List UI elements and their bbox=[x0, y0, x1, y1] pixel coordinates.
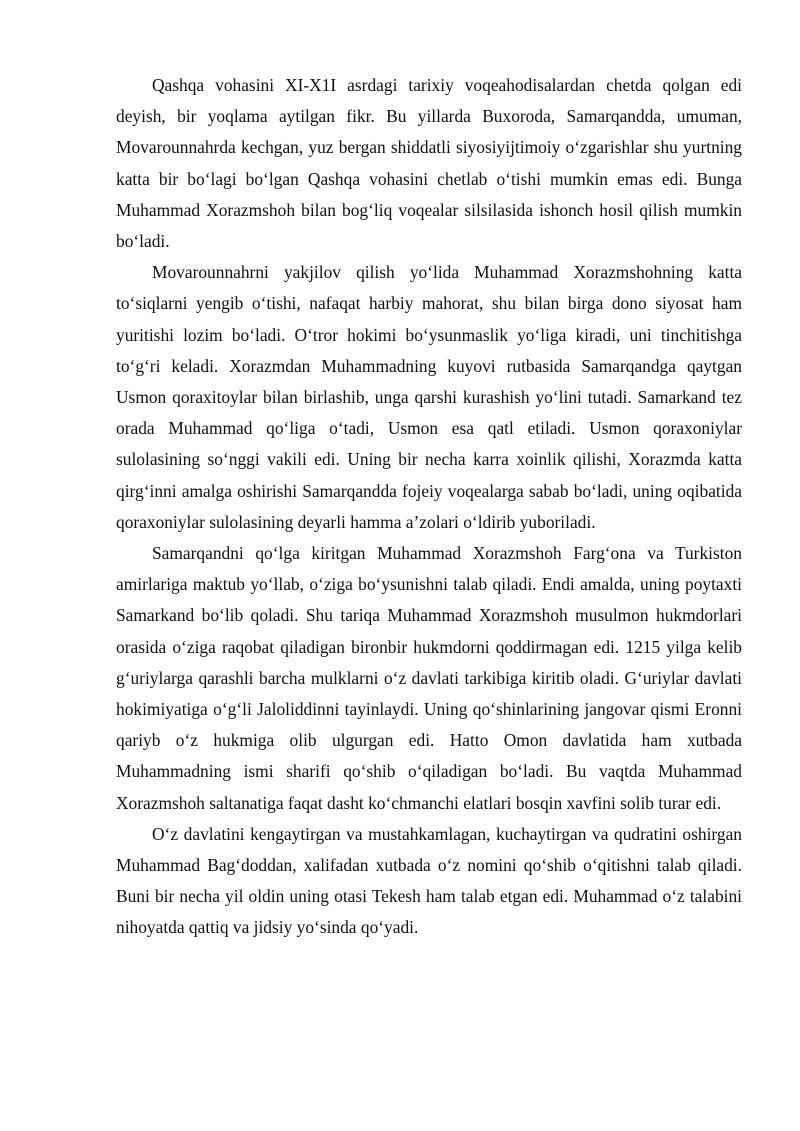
paragraph-1: Qashqa vohasini XI-X1I asrdagi tarixiy voqeahodisalardan chetda qolgan edi deyish, bir yoqlama aytilgan fikr. Bu yillarda Buxoroda, Samarqandda, umuman, Movarounnahrda kechgan, yuz bergan shiddatli siyosiyijtimoiy o‘zgarishlar shu yurtning katta bir bo‘lagi bo‘lgan Qashqa vohasini chetlab o‘tishi mumkin emas edi. Bunga Muhammad Xorazmshoh bilan bog‘liq voqealar silsilasida ishonch hosil qilish mumkin bo‘ladi. bbox=[116, 75, 742, 252]
paragraph-3: Samarqandni qo‘lga kiritgan Muhammad Xorazmshoh Farg‘ona va Turkiston amirlariga maktub yo‘llab, o‘ziga bo‘ysunishni talab qiladi. Endi amalda, uning poytaxti Samarkand bo‘lib qoladi. Shu tariqa Muhammad Xorazmshoh musulmon hukmdorlari orasida o‘ziga raqobat qiladigan bironbir hukmdorni qoddirmagan edi. 1215 yilga kelib g‘uriylarga qarashli barcha mulklarni o‘z davlati tarkibiga kiritib oladi. G‘uriylar davlati hokimiyatiga o‘g‘li Jaloliddinni tayinlaydi. Uning qo‘shinlarining jangovar qismi Eronni qariyb o‘z hukmiga olib ulgurgan edi. Hatto Omon davlatida ham xutbada Muhammadning ismi sharifi qo‘shib o‘qiladigan bo‘ladi. Bu vaqtda Muhammad Xorazmshoh saltanatiga faqat dasht ko‘chmanchi elatlari bosqin xavfini solib turar edi. bbox=[116, 543, 742, 813]
paragraph-2: Movarounnahrni yakjilov qilish yo‘lida Muhammad Xorazmshohning katta to‘siqlarni yengib o‘tishi, nafaqat harbiy mahorat, shu bilan birga dono siyosat ham yuritishi lozim bo‘ladi. O‘tror hokimi bo‘ysunmaslik yo‘liga kiradi, uni tinchitishga to‘g‘ri keladi. Xorazmdan Muhammadning kuyovi rutbasida Samarqandga qaytgan Usmon qoraxitoylar bilan birlashib, unga qarshi kurashish yo‘lini tutadi. Samarkand tez orada Muhammad qo‘liga o‘tadi, Usmon esa qatl etiladi. Usmon qoraxoniylar sulolasining so‘nggi vakili edi. Uning bir necha karra xoinlik qilishi, Xorazmda katta qirg‘inni amalga oshirishi Samarqandda fojeiy voqealarga sabab bo‘ladi, uning oqibatida qoraxoniylar sulolasining deyarli hamma a’zolari o‘ldirib yuboriladi. bbox=[116, 262, 742, 532]
document-page bbox=[116, 70, 742, 944]
paragraph-4: O‘z davlatini kengaytirgan va mustahkamlagan, kuchaytirgan va qudratini oshirgan Muhammad Bag‘doddan, xalifadan xutbada o‘z nomini qo‘shib o‘qitishni talab qiladi. Buni bir necha yil oldin uning otasi Tekesh ham talab etgan edi. Muhammad o‘z talabini nihoyatda qattiq va jidsiy yo‘sinda qo‘yadi. bbox=[116, 823, 742, 938]
